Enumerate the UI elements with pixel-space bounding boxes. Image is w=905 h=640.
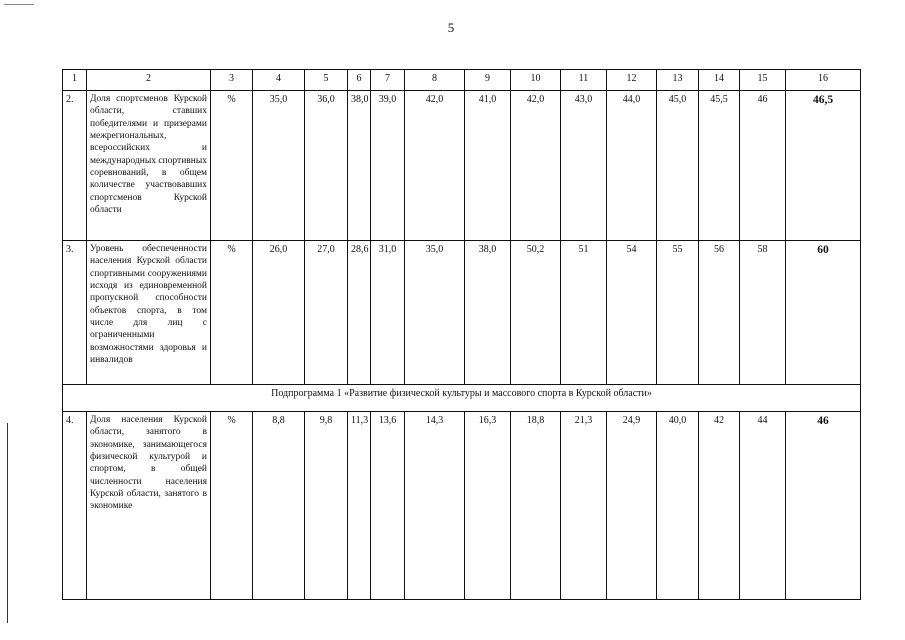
column-number: 8: [405, 70, 465, 91]
table-row: [63, 91, 861, 241]
value-cell: 35,0: [405, 241, 465, 385]
value-cell: 9,8: [305, 412, 348, 600]
value-cell: 11,3: [348, 412, 371, 600]
value-cell: 13,6: [371, 412, 405, 600]
value-cell: 38,0: [465, 241, 511, 385]
value-cell: 60: [786, 241, 861, 385]
table-row: [63, 241, 861, 385]
column-number: 13: [657, 70, 699, 91]
value-cell: 38,0: [348, 91, 371, 241]
value-cell: 40,0: [657, 412, 699, 600]
value-cell: 42: [699, 412, 740, 600]
row-number: 2.: [63, 91, 87, 241]
unit-cell: %: [211, 241, 253, 385]
column-number: 16: [786, 70, 861, 91]
value-cell: 46: [786, 412, 861, 600]
column-number: 14: [699, 70, 740, 91]
column-number: 7: [371, 70, 405, 91]
value-cell: 31,0: [371, 241, 405, 385]
value-cell: 45,0: [657, 91, 699, 241]
column-number: 15: [740, 70, 786, 91]
column-number-row: [63, 70, 861, 91]
value-cell: 35,0: [253, 91, 305, 241]
column-number: 1: [63, 70, 87, 91]
value-cell: 50,2: [511, 241, 561, 385]
row-number: 4.: [63, 412, 87, 600]
value-cell: 27,0: [305, 241, 348, 385]
indicators-table: [62, 69, 861, 600]
value-cell: 18,8: [511, 412, 561, 600]
indicator-name: Уровень обеспеченности населения Курской области спортивными сооружениями исходя из единовременной пропускной способности объектов спорта, в том числе для лиц с ограниченными возможностями здоровья и инвалидов: [87, 241, 211, 385]
value-cell: 8,8: [253, 412, 305, 600]
subprogram-row: [63, 385, 861, 412]
value-cell: 26,0: [253, 241, 305, 385]
value-cell: 36,0: [305, 91, 348, 241]
value-cell: 44: [740, 412, 786, 600]
value-cell: 55: [657, 241, 699, 385]
unit-cell: %: [211, 91, 253, 241]
value-cell: 24,9: [607, 412, 657, 600]
value-cell: 21,3: [561, 412, 607, 600]
scan-corner-mark: [4, 4, 34, 5]
column-number: 9: [465, 70, 511, 91]
value-cell: 16,3: [465, 412, 511, 600]
value-cell: 46: [740, 91, 786, 241]
scan-margin-line: [7, 423, 8, 623]
unit-cell: %: [211, 412, 253, 600]
column-number: 5: [305, 70, 348, 91]
value-cell: 14,3: [405, 412, 465, 600]
value-cell: 51: [561, 241, 607, 385]
value-cell: 46,5: [786, 91, 861, 241]
indicator-name: Доля спортсменов Курской области, ставших победителями и призерами межрегиональных, всероссийских и международных спортивных соревнований, в общем количестве участвовавших спортсменов Курской области: [87, 91, 211, 241]
column-number: 11: [561, 70, 607, 91]
column-number: 4: [253, 70, 305, 91]
table-row: [63, 412, 861, 600]
column-number: 2: [87, 70, 211, 91]
value-cell: 42,0: [405, 91, 465, 241]
value-cell: 42,0: [511, 91, 561, 241]
value-cell: 43,0: [561, 91, 607, 241]
value-cell: 45,5: [699, 91, 740, 241]
value-cell: 41,0: [465, 91, 511, 241]
column-number: 6: [348, 70, 371, 91]
column-number: 10: [511, 70, 561, 91]
value-cell: 58: [740, 241, 786, 385]
column-number: 3: [211, 70, 253, 91]
row-number: 3.: [63, 241, 87, 385]
page-number: 5: [447, 20, 455, 35]
subprogram-title: Подпрограмма 1 «Развитие физической культуры и массового спорта в Курской области»: [63, 385, 861, 412]
indicator-name: Доля населения Курской области, занятого в экономике, занимающегося физической культурой и спортом, в общей численности населения Курской области, занятого в экономике: [87, 412, 211, 600]
value-cell: 44,0: [607, 91, 657, 241]
value-cell: 56: [699, 241, 740, 385]
value-cell: 28,6: [348, 241, 371, 385]
column-number: 12: [607, 70, 657, 91]
value-cell: 54: [607, 241, 657, 385]
value-cell: 39,0: [371, 91, 405, 241]
